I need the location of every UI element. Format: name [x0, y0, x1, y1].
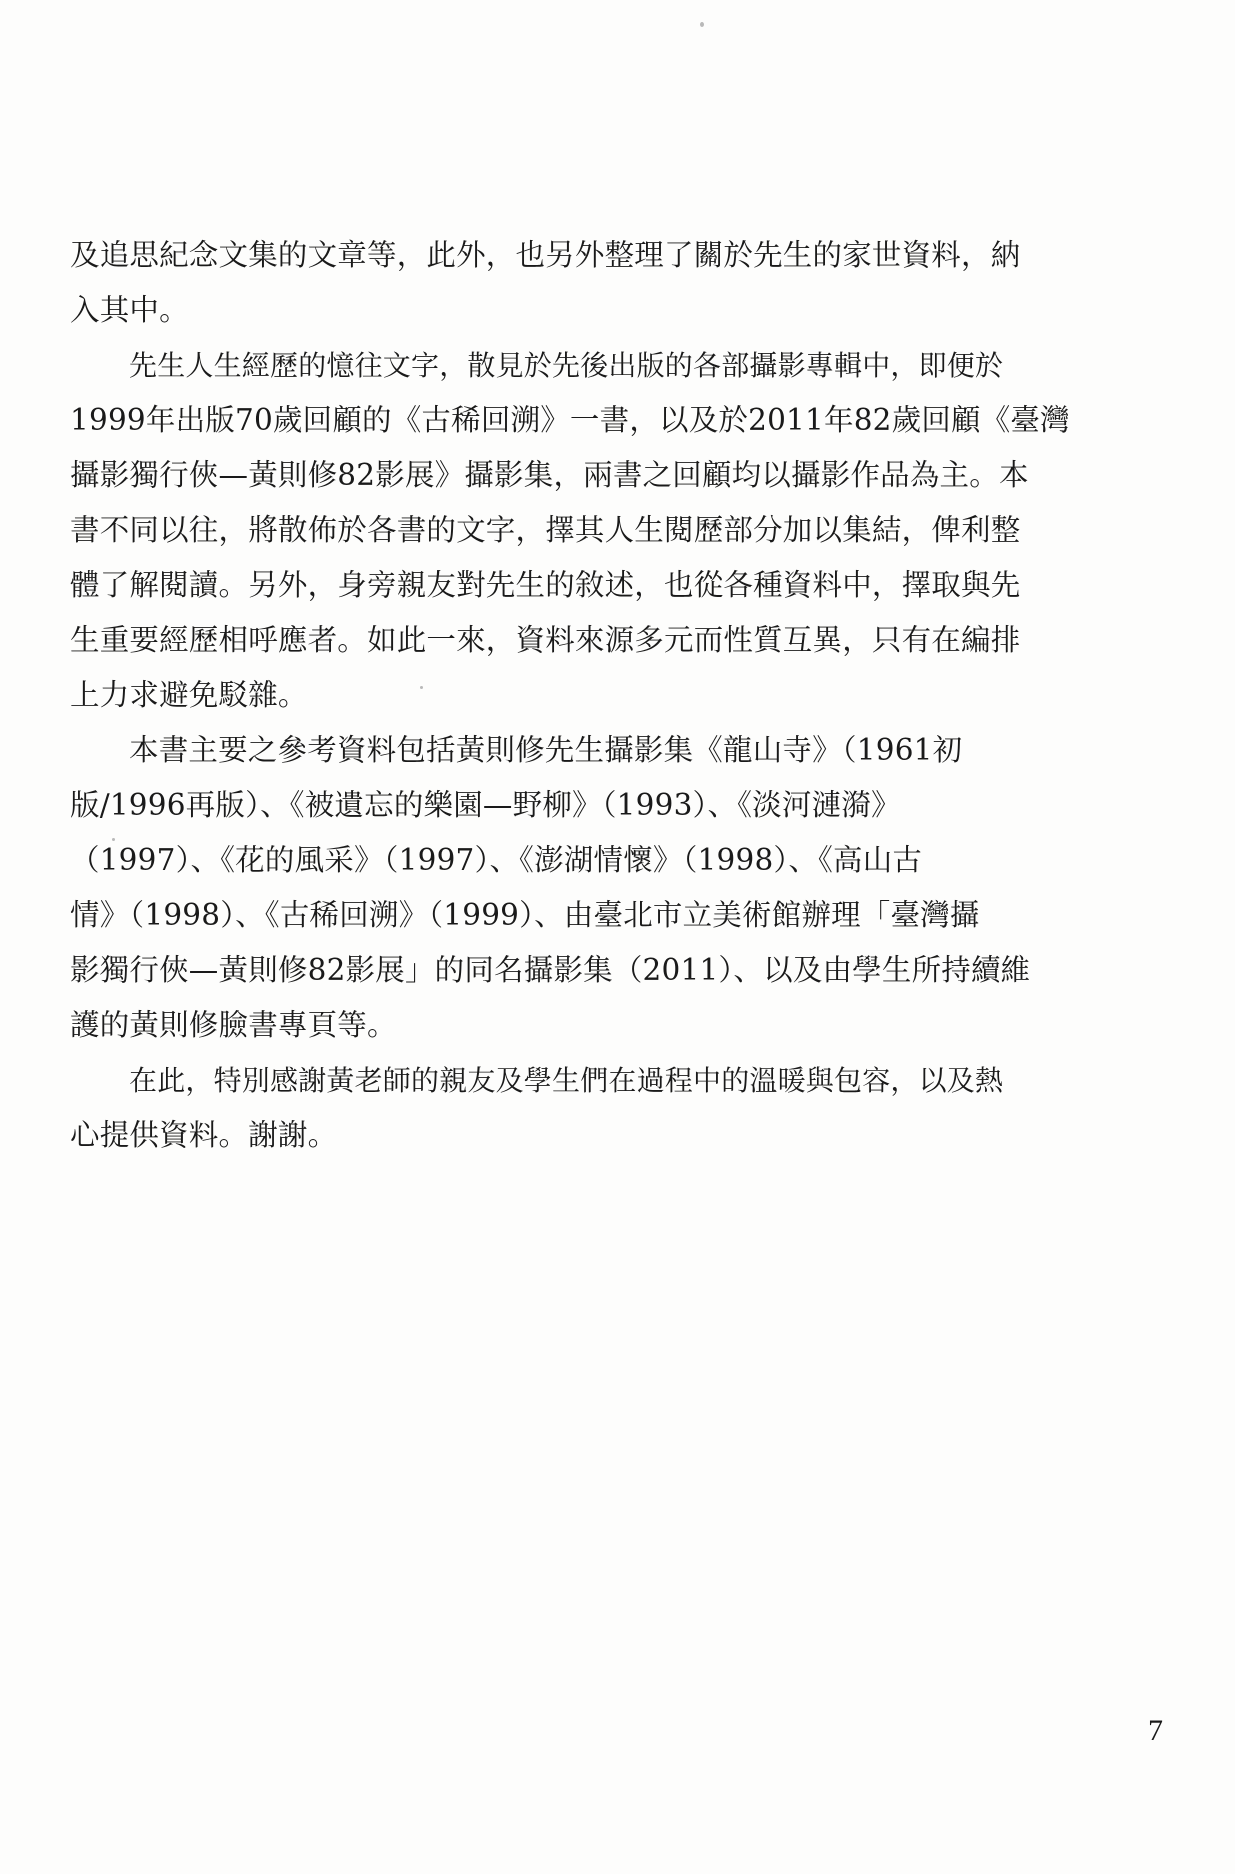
- paragraph-2: [70, 338, 1074, 723]
- text-line: 上力求避免駁雜。: [70, 678, 308, 712]
- text-line: 生重要經歷相呼應者。如此一來，資料來源多元而性質互異，只有在編排: [70, 623, 1021, 657]
- body-text: [70, 228, 1074, 1163]
- text-line: 影獨行俠—黃則修82影展」的同名攝影集（2011）、以及由學生所持續維: [70, 953, 1031, 987]
- text-line: 心提供資料。謝謝。: [70, 1118, 338, 1152]
- text-line: 護的黃則修臉書專頁等。: [70, 1008, 397, 1042]
- text-line: 版/1996再版）、《被遺忘的樂園—野柳》（1993）、《淡河漣漪》: [70, 788, 901, 822]
- text-line: 書不同以往，將散佈於各書的文字，擇其人生閱歷部分加以集結，俾利整: [70, 513, 1021, 547]
- paragraph-3: [70, 723, 1074, 1053]
- text-line: 先生人生經歷的憶往文字，散見於先後出版的各部攝影專輯中，即便於: [129, 349, 1004, 382]
- text-line: 攝影獨行俠—黃則修82影展》攝影集，兩書之回顧均以攝影作品為主。本: [70, 458, 1029, 492]
- paragraph-1: [70, 228, 1074, 338]
- page-number: 7: [1148, 1714, 1163, 1747]
- text-line: 1999年出版70歲回顧的《古稀回溯》一書，以及於2011年82歲回顧《臺灣: [70, 403, 1070, 437]
- text-line: 在此，特別感謝黃老師的親友及學生們在過程中的溫暖與包容，以及熱: [129, 1064, 1004, 1097]
- scan-speck: [700, 22, 704, 27]
- text-line: （1997）、《花的風采》（1997）、《澎湖情懷》（1998）、《高山古: [70, 843, 923, 877]
- text-line: 及追思紀念文集的文章等，此外，也另外整理了關於先生的家世資料，納: [70, 238, 1021, 272]
- paragraph-4: [70, 1053, 1074, 1163]
- text-line: 入其中。: [70, 293, 189, 327]
- text-line: 情》（1998）、《古稀回溯》（1999）、由臺北市立美術館辦理「臺灣攝: [70, 898, 980, 932]
- text-line: 體了解閱讀。另外，身旁親友對先生的敘述，也從各種資料中，擇取與先: [70, 568, 1021, 602]
- text-line: 本書主要之參考資料包括黃則修先生攝影集《龍山寺》（1961初: [129, 733, 963, 767]
